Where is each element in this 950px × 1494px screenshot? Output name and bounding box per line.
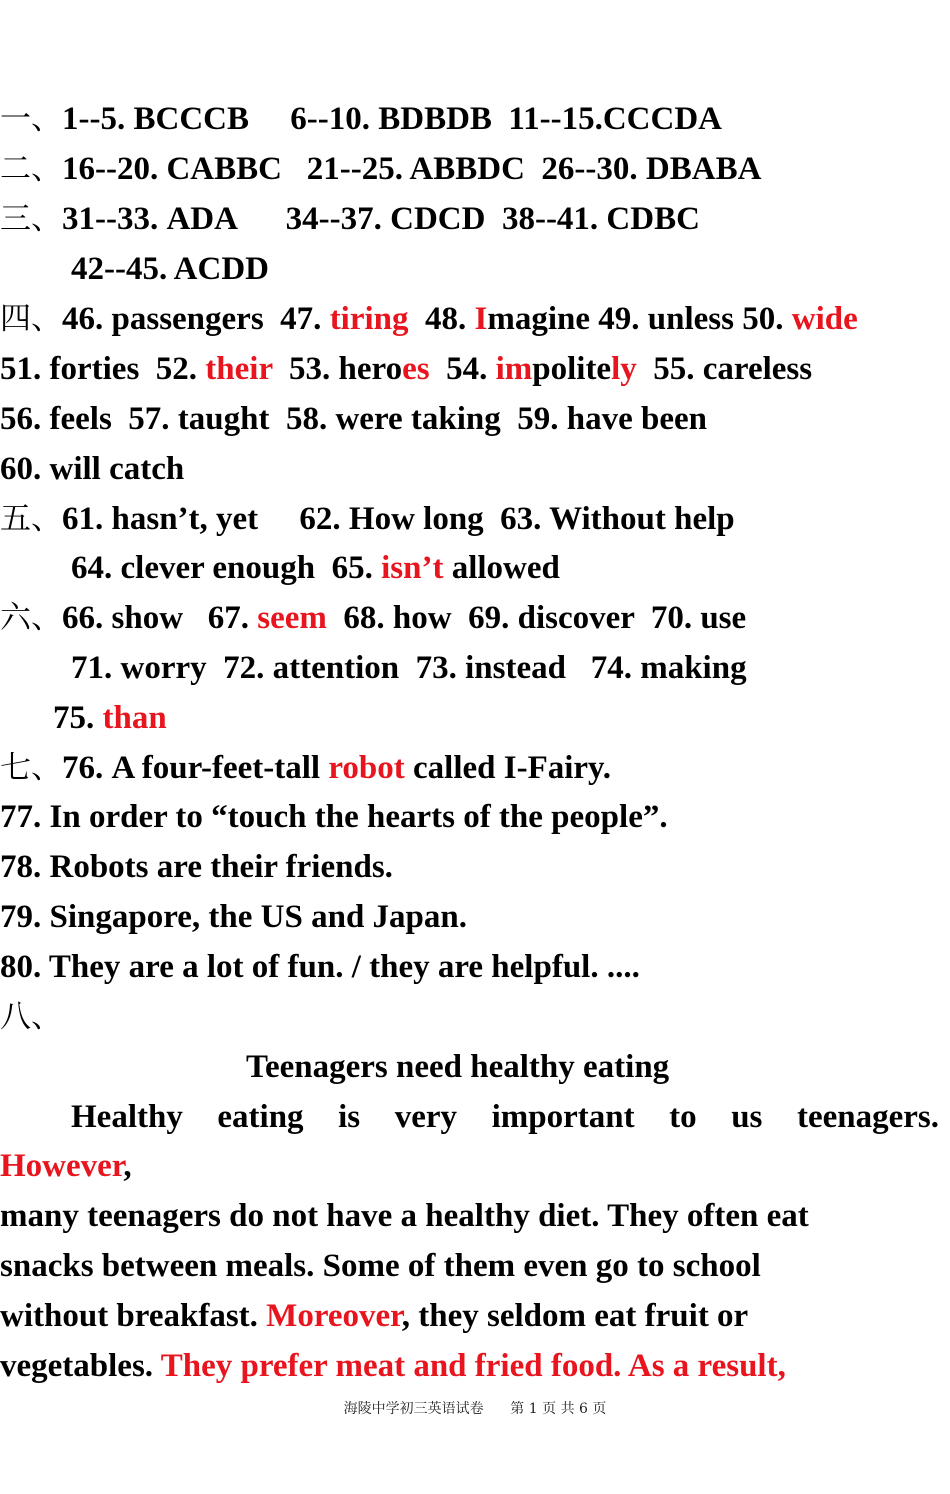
answer-text: 53. hero xyxy=(272,351,403,387)
line-essay-5 xyxy=(0,1291,748,1341)
answer-text: , xyxy=(123,1148,132,1184)
answer-text: vegetables. xyxy=(0,1348,161,1384)
section-marker: 二、 xyxy=(0,151,62,187)
line-s6-b xyxy=(71,643,747,693)
answer-text: 78. Robots are their friends. xyxy=(0,849,393,885)
answer-text: magine 49. unless 50. xyxy=(487,301,792,337)
answer-text: 16--20. CABBC 21--25. ABBDC 26--30. DBABA xyxy=(62,151,762,187)
line-s6-a xyxy=(0,593,746,643)
answer-text: 76. A four-feet-tall xyxy=(62,750,329,786)
answer-text: 77. In order to “touch the hearts of the people”. xyxy=(0,799,668,835)
section-marker: 七、 xyxy=(0,750,62,786)
section-marker: 五、 xyxy=(0,501,62,537)
answer-text: allowed xyxy=(443,550,560,586)
line-s7-c xyxy=(0,842,393,892)
answer-text: 79. Singapore, the US and Japan. xyxy=(0,899,468,935)
answer-text: 75. xyxy=(53,700,103,736)
highlighted-text: im xyxy=(495,351,533,387)
answer-text: 55. careless xyxy=(636,351,813,387)
line-s4-b xyxy=(0,344,812,394)
highlighted-text: their xyxy=(205,351,273,387)
answer-text: 64. clever enough 65. xyxy=(71,550,382,586)
answer-text: snacks between meals. Some of them even go to school xyxy=(0,1248,761,1284)
answer-text: 60. will catch xyxy=(0,451,185,487)
highlighted-text: wide xyxy=(791,301,858,337)
answer-text: called I-Fairy. xyxy=(404,750,611,786)
answer-text: 54. xyxy=(429,351,496,387)
essay-word: to xyxy=(669,1099,697,1135)
highlighted-text: However xyxy=(0,1148,124,1184)
essay-word: us xyxy=(731,1099,763,1135)
answer-text: 71. worry 72. attention 73. instead 74. making xyxy=(71,650,747,686)
essay-word: important xyxy=(491,1099,635,1135)
line-s7-d xyxy=(0,892,467,942)
line-s7-e xyxy=(0,942,640,992)
highlighted-text: ly xyxy=(611,351,637,387)
highlighted-text: Moreover xyxy=(266,1298,402,1334)
section-marker: 三、 xyxy=(0,201,62,237)
answer-text: 46. passengers 47. xyxy=(62,301,330,337)
answer-text: 56. feels 57. taught 58. were taking 59. have been xyxy=(0,401,708,437)
answer-text: 48. xyxy=(408,301,475,337)
answer-text: 80. They are a lot of fun. / they are helpful. .... xyxy=(0,949,640,985)
highlighted-text: es xyxy=(402,351,430,387)
highlighted-text: than xyxy=(102,700,167,736)
answer-text: many teenagers do not have a healthy diet. They often eat xyxy=(0,1198,809,1234)
section-marker: 六、 xyxy=(0,600,62,636)
line-s7-b xyxy=(0,792,668,842)
answer-text: , they seldom eat fruit or xyxy=(401,1298,749,1334)
line-essay-6 xyxy=(0,1341,786,1391)
line-s3-a xyxy=(0,194,700,244)
page-footer: 海陵中学初三英语试卷 第 1 页 共 6 页 xyxy=(343,1401,607,1417)
highlighted-text: isn’t xyxy=(381,550,444,586)
answer-text: 31--33. ADA 34--37. CDCD 38--41. CDBC xyxy=(62,201,700,237)
section-marker: 八、 xyxy=(0,999,62,1035)
line-s4-c xyxy=(0,394,707,444)
answer-text: 42--45. ACDD xyxy=(71,251,269,287)
line-s1-a xyxy=(0,94,722,144)
answer-text: 66. show 67. xyxy=(62,600,258,636)
line-s7-a xyxy=(0,743,611,793)
highlighted-text: They prefer meat and fried food. As a result, xyxy=(160,1348,786,1384)
essay-word: teenagers. xyxy=(796,1099,939,1135)
essay-word: very xyxy=(394,1099,457,1135)
line-s2-a xyxy=(0,144,761,194)
line-s5-a xyxy=(0,494,735,544)
essay-word: eating xyxy=(217,1099,304,1135)
answer-text: polite xyxy=(532,351,612,387)
answer-text: Teenagers need healthy eating xyxy=(246,1049,670,1085)
highlighted-text: tiring xyxy=(329,301,409,337)
line-s4-a xyxy=(0,294,858,344)
highlighted-text: seem xyxy=(257,600,327,636)
essay-word: Healthy xyxy=(71,1099,183,1135)
highlighted-text: I xyxy=(474,301,488,337)
line-s8-a xyxy=(0,992,62,1042)
answer-text: 68. how 69. discover 70. use xyxy=(326,600,747,636)
line-essay-4 xyxy=(0,1241,761,1291)
highlighted-text: robot xyxy=(328,750,405,786)
answer-text: 61. hasn’t, yet 62. How long 63. Without help xyxy=(62,501,735,537)
line-essay-3 xyxy=(0,1191,809,1241)
line-s6-c xyxy=(53,693,167,743)
answer-text: without breakfast. xyxy=(0,1298,267,1334)
line-s4-d xyxy=(0,444,184,494)
answer-text: 1--5. BCCCB 6--10. BDBDB 11--15.CCCDA xyxy=(62,101,722,137)
section-marker: 一、 xyxy=(0,101,62,137)
line-s5-b xyxy=(71,543,560,593)
line-s3-b xyxy=(71,244,269,294)
answer-text: 51. forties 52. xyxy=(0,351,206,387)
section-marker: 四、 xyxy=(0,301,62,337)
line-essay-title xyxy=(246,1042,669,1092)
essay-word: is xyxy=(338,1099,361,1135)
essay-first-line xyxy=(71,1092,939,1142)
line-essay-2 xyxy=(0,1141,132,1191)
